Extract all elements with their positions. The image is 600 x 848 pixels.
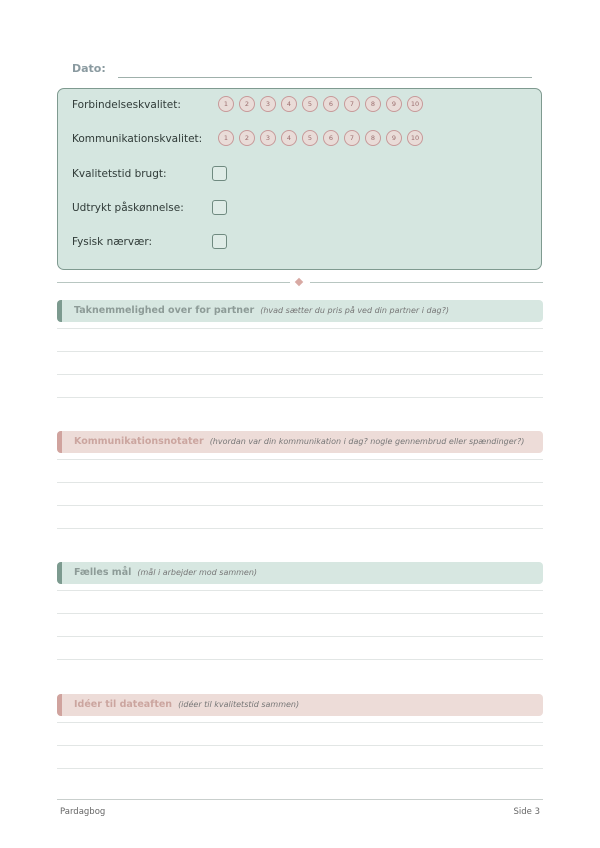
- section-title: Idéer til dateaften: [74, 699, 173, 710]
- writing-line[interactable]: [57, 590, 543, 591]
- section-date-ideas-header: [57, 694, 543, 716]
- section-accent-bar: [57, 694, 62, 716]
- section-accent-bar: [57, 300, 62, 322]
- writing-line[interactable]: [57, 768, 543, 769]
- rating-circle-7[interactable]: 7: [344, 130, 360, 146]
- writing-line[interactable]: [57, 659, 543, 660]
- section-accent-bar: [57, 562, 62, 584]
- divider-left: [57, 282, 290, 283]
- physical-presence-label: Fysisk nærvær:: [72, 236, 153, 248]
- date-row: [72, 62, 532, 80]
- rating-circle-3[interactable]: 3: [260, 96, 276, 112]
- rating-circle-9[interactable]: 9: [386, 130, 402, 146]
- section-communication-header: [57, 431, 543, 453]
- writing-line[interactable]: [57, 374, 543, 375]
- rating-circle-6[interactable]: 6: [323, 130, 339, 146]
- communication-rating-label: Kommunikationskvalitet:: [72, 133, 203, 145]
- daily-rating-box: [57, 88, 542, 270]
- writing-line[interactable]: [57, 482, 543, 483]
- date-input-line[interactable]: [118, 77, 532, 78]
- section-subtitle: (mål i arbejder mod sammen): [137, 568, 258, 577]
- rating-circle-8[interactable]: 8: [365, 130, 381, 146]
- writing-line[interactable]: [57, 528, 543, 529]
- footer-journal-title: Pardagbog: [60, 807, 106, 817]
- writing-line[interactable]: [57, 722, 543, 723]
- section-accent-bar: [57, 431, 62, 453]
- section-title: Fælles mål: [74, 567, 132, 578]
- section-subtitle: (hvad sætter du pris på ved din partner i dag?): [260, 306, 449, 315]
- divider-diamond-icon: [295, 278, 303, 286]
- writing-line[interactable]: [57, 459, 543, 460]
- appreciation-label: Udtrykt påskønnelse:: [72, 202, 184, 214]
- writing-line[interactable]: [57, 505, 543, 506]
- rating-circle-1[interactable]: 1: [218, 96, 234, 112]
- connection-rating-label: Forbindelseskvalitet:: [72, 99, 181, 111]
- writing-line[interactable]: [57, 613, 543, 614]
- rating-circle-4[interactable]: 4: [281, 130, 297, 146]
- communication-rating-scale: [218, 130, 423, 146]
- writing-line[interactable]: [57, 328, 543, 329]
- section-title: Taknemmelighed over for partner: [74, 305, 255, 316]
- rating-circle-4[interactable]: 4: [281, 96, 297, 112]
- date-label: Dato:: [72, 62, 106, 75]
- section-subtitle: (idéer til kvalitetstid sammen): [178, 700, 300, 709]
- rating-circle-7[interactable]: 7: [344, 96, 360, 112]
- writing-line[interactable]: [57, 745, 543, 746]
- section-shared-goals-header: [57, 562, 543, 584]
- rating-circle-5[interactable]: 5: [302, 130, 318, 146]
- rating-circle-9[interactable]: 9: [386, 96, 402, 112]
- rating-circle-3[interactable]: 3: [260, 130, 276, 146]
- rating-circle-8[interactable]: 8: [365, 96, 381, 112]
- quality-time-label: Kvalitetstid brugt:: [72, 168, 167, 180]
- divider-right: [310, 282, 543, 283]
- footer-divider: [57, 799, 543, 800]
- rating-circle-10[interactable]: 10: [407, 96, 423, 112]
- section-subtitle: (hvordan var din kommunikation i dag? nogle gennembrud eller spændinger?): [209, 437, 525, 446]
- rating-circle-5[interactable]: 5: [302, 96, 318, 112]
- rating-circle-2[interactable]: 2: [239, 130, 255, 146]
- writing-line[interactable]: [57, 351, 543, 352]
- rating-circle-1[interactable]: 1: [218, 130, 234, 146]
- rating-circle-10[interactable]: 10: [407, 130, 423, 146]
- section-title: Kommunikationsnotater: [74, 436, 204, 447]
- footer-page-number: Side 3: [513, 807, 540, 817]
- section-gratitude-header: [57, 300, 543, 322]
- rating-circle-2[interactable]: 2: [239, 96, 255, 112]
- writing-line[interactable]: [57, 636, 543, 637]
- physical-presence-checkbox[interactable]: [212, 234, 227, 249]
- quality-time-checkbox[interactable]: [212, 166, 227, 181]
- connection-rating-scale: [218, 96, 423, 112]
- rating-circle-6[interactable]: 6: [323, 96, 339, 112]
- writing-line[interactable]: [57, 397, 543, 398]
- appreciation-checkbox[interactable]: [212, 200, 227, 215]
